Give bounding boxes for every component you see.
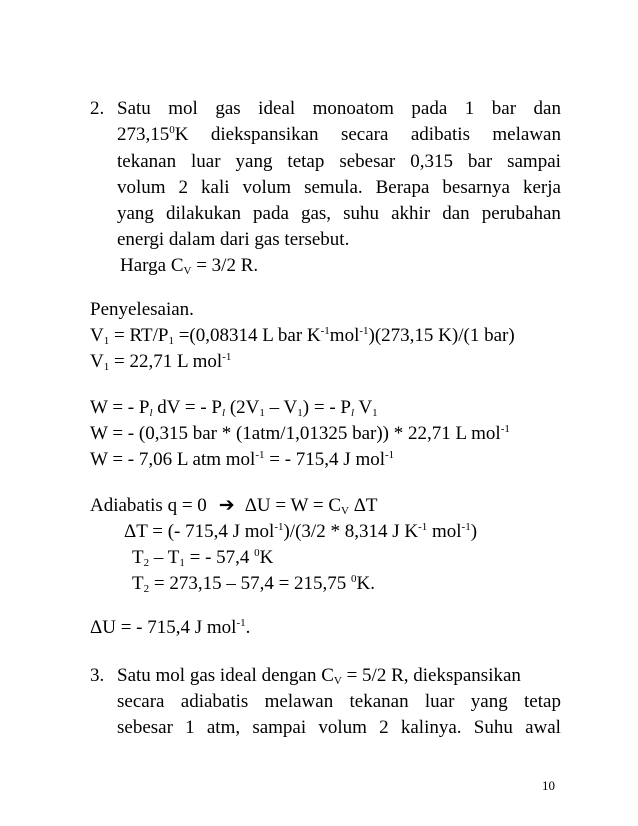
word: bar — [467, 151, 493, 172]
word: 1 — [464, 98, 475, 119]
word: gas — [215, 98, 241, 119]
adiabatic-condition: Adiabatis q = 0 ➔ $\Delta U = W = C_V$ ΔT — [90, 495, 378, 517]
word: sampai — [252, 717, 307, 738]
word: kalinya. — [400, 717, 462, 738]
word: akhir — [391, 203, 431, 224]
word: melawan — [264, 691, 334, 712]
word: ideal — [258, 98, 296, 119]
word: suhu — [343, 203, 380, 224]
solution-heading: Penyelesaian. — [90, 299, 194, 320]
word: Berapa — [375, 177, 430, 198]
word: 2 — [379, 717, 389, 738]
word: pada — [411, 98, 448, 119]
temperature-difference: $T_2 - T_1$ = - 57,4 $^0$K — [132, 547, 274, 569]
work-equation-3: W = - 7,06 L atm mol$^{-1}$ = - 715,4 J mol$^{-1}$ — [90, 449, 395, 470]
word: atm, — [206, 717, 241, 738]
word: melawan — [492, 124, 561, 145]
word: perubahan — [481, 203, 561, 224]
word: kali — [201, 177, 230, 198]
problem-3-line-1: Satu mol gas ideal dengan $C_V = 5/2$ R, diekspansikan — [117, 665, 521, 687]
arrow-right-icon: ➔ — [218, 495, 235, 516]
word: dan — [533, 98, 561, 119]
word: bar — [491, 98, 517, 119]
temperature-value: 273,15$^0$K — [117, 124, 189, 145]
word: gas, — [300, 203, 332, 224]
word: yang — [235, 151, 273, 172]
work-equation-1: W = - $P_l$ dV = - $P_l$ $(2V_1 - V_1)$ = - $P_l$ $V_1$ — [90, 397, 378, 419]
word: adibatis — [410, 124, 470, 145]
word: secara — [117, 691, 165, 712]
word: dan — [442, 203, 470, 224]
word: luar — [191, 151, 221, 172]
word: sampai — [507, 151, 561, 172]
word: volum — [117, 177, 166, 198]
v1-equation-2: $V_1 = 22,71$ L mol$^{-1}$ — [90, 351, 232, 373]
work-equation-2: W = - (0,315 bar * (1atm/1,01325 bar)) * 22,71 L mol$^{-1}$ — [90, 423, 510, 444]
problem-3-number: 3. — [90, 665, 105, 686]
word: mol — [168, 98, 198, 119]
problem-2-line-6: energi dalam dari gas tersebut. — [117, 229, 350, 250]
word: sebesar — [117, 717, 173, 738]
problem-3-line-2 — [117, 690, 561, 713]
word: monoatom — [312, 98, 394, 119]
word: awal — [525, 717, 561, 738]
word: volum — [242, 177, 292, 198]
word: kerja — [522, 177, 561, 198]
problem-2-line-1 — [117, 97, 561, 120]
word: pada — [253, 203, 289, 224]
word: besarnya — [442, 177, 510, 198]
word: tekanan — [117, 151, 177, 172]
problem-2-line-3 — [117, 150, 561, 173]
word: volum — [318, 717, 367, 738]
word: tetap — [287, 151, 325, 172]
word: Suhu — [473, 717, 513, 738]
word: Satu — [117, 98, 151, 119]
problem-2-line-4 — [117, 176, 561, 199]
word: tetap — [524, 691, 561, 712]
v1-equation-1: $V_1 = RT/P_1 =(0,08314$ L bar $K^{-1}mol^{-1})(273,15$ K)/(1 bar) — [90, 325, 515, 347]
problem-2-line-2 — [117, 123, 561, 146]
problem-2-line-5 — [117, 202, 561, 225]
word: diekspansikan — [210, 124, 319, 145]
word: 1 — [185, 717, 195, 738]
word: luar — [424, 691, 455, 712]
word: sebesar — [339, 151, 396, 172]
word: semula. — [304, 177, 363, 198]
problem-3-line-3 — [117, 716, 561, 739]
word: tekanan — [349, 691, 409, 712]
word: yang — [470, 691, 508, 712]
word: secara — [340, 124, 389, 145]
delta-t-equation: ΔT = (- 715,4 J mol$^{-1}$)/(3/2 * 8,314 J $K^{-1}$ mol$^{-1}$) — [124, 521, 478, 542]
problem-2-number: 2. — [90, 98, 105, 119]
word: dilakukan — [166, 203, 241, 224]
word: 0,315 — [410, 151, 453, 172]
word: adiabatis — [180, 691, 249, 712]
page-number: 10 — [542, 778, 555, 793]
word: 2 — [178, 177, 189, 198]
cv-value-line: Harga $C_V = 3/2$ R. — [120, 255, 259, 277]
word: yang — [117, 203, 154, 224]
final-temperature: $T_2 = 273,15 - 57,4 = 215,75$ $^0$K. — [132, 573, 376, 595]
internal-energy-change: ΔU = - 715,4 J mol$^{-1}$. — [90, 617, 251, 638]
